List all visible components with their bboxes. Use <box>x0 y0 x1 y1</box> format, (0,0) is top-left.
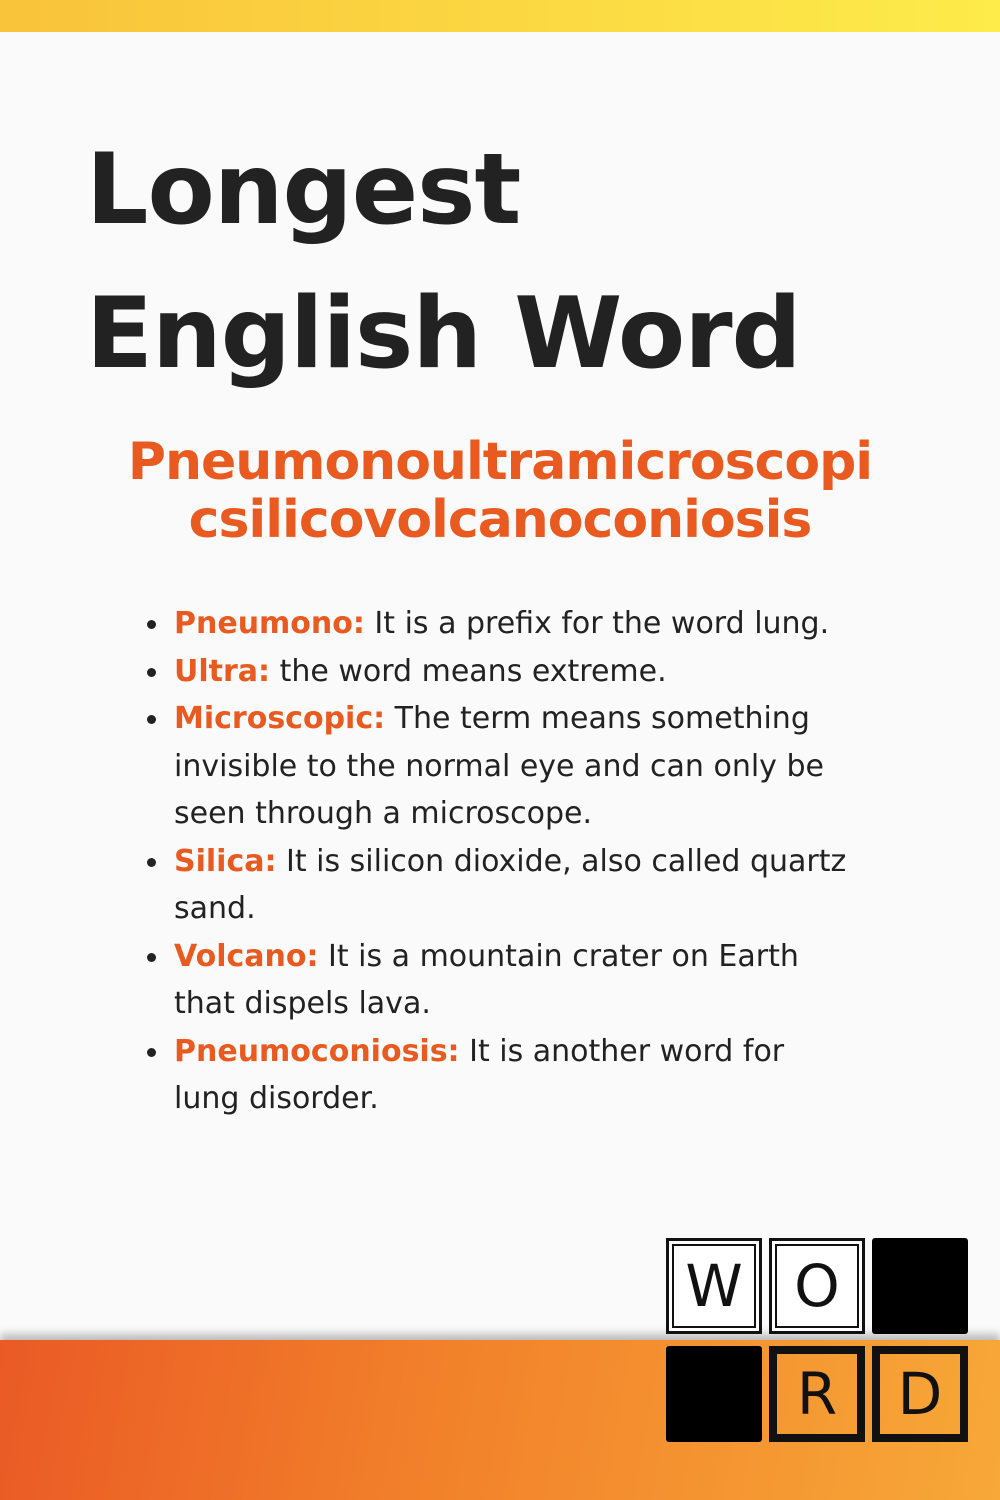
logo-tile-r: R <box>769 1346 865 1442</box>
longest-word-line-2: csilicovolcanoconiosis <box>188 490 812 550</box>
longest-word-line-1: Pneumonoultramicroscopi <box>127 432 873 492</box>
definition-list <box>174 600 854 1123</box>
title-line-2: English Word <box>86 277 801 391</box>
definition-term: Microscopic: <box>174 701 386 736</box>
definition-term: Ultra: <box>174 653 271 689</box>
definition-item <box>174 933 854 1028</box>
bottom-accent-band <box>0 1340 1000 1500</box>
definition-text: the word means extreme. <box>270 653 667 689</box>
page-title <box>86 118 946 406</box>
definition-text: The term means something invisible to the normal eye and can only be seen through a microscope. <box>174 701 824 831</box>
top-accent-bar <box>0 0 1000 32</box>
title-line-1: Longest <box>86 133 521 247</box>
definition-item <box>174 1028 854 1123</box>
definition-term: Pneumoconiosis: <box>174 1033 460 1069</box>
definition-item <box>174 648 854 696</box>
logo-tile-d: D <box>872 1346 968 1442</box>
definition-term: Volcano: <box>174 938 319 974</box>
definition-item <box>174 600 854 648</box>
longest-word <box>40 433 960 549</box>
definition-item <box>174 838 854 933</box>
logo-tile-blank <box>872 1238 968 1334</box>
definition-term: Silica: <box>174 843 277 879</box>
definition-text: It is another word for lung disorder. <box>174 1033 785 1116</box>
definition-text: It is silicon dioxide, also called quartz sand. <box>174 843 847 926</box>
definition-text: It is a mountain crater on Earth that dispels lava. <box>174 938 799 1021</box>
definition-item <box>174 695 854 838</box>
logo-tile-o: O <box>769 1238 865 1334</box>
definition-term: Pneumono: <box>174 606 365 641</box>
definition-text: It is a prefix for the word lung. <box>364 606 830 641</box>
logo-tile-w: W <box>666 1238 762 1334</box>
